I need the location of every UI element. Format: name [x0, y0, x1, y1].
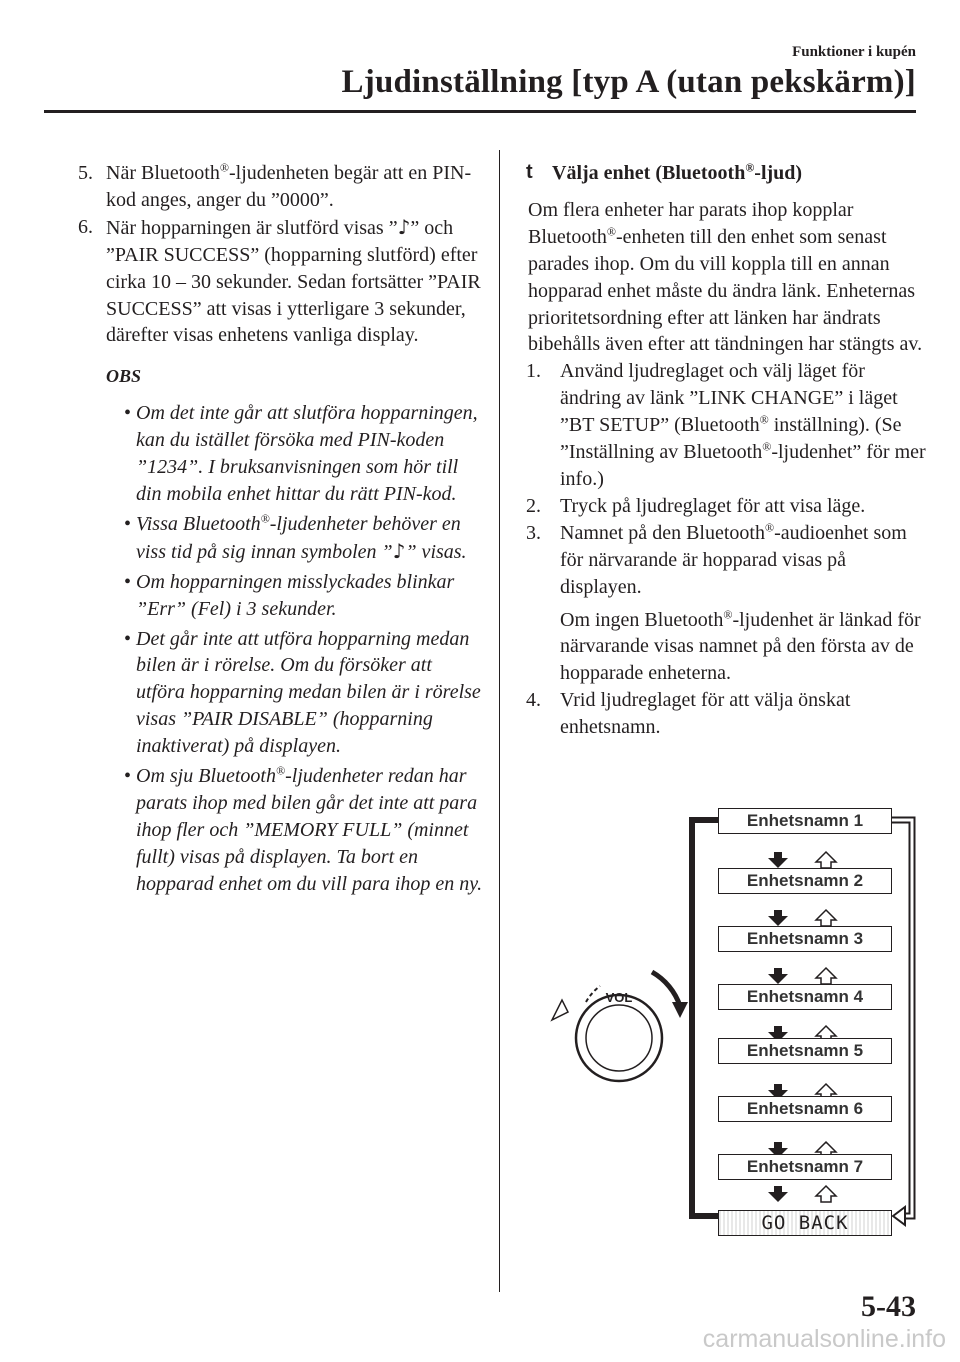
step-number: 6.	[78, 215, 93, 238]
step-2	[526, 493, 926, 520]
step-text: -audioenhet som för närvarande är hopparad visas på displayen.	[560, 521, 907, 598]
volume-knob-inner	[586, 1005, 652, 1071]
registered-mark: ®	[219, 160, 229, 175]
note-heading: OBS	[106, 366, 142, 387]
intro-paragraph	[526, 197, 926, 358]
down-arrow-icon	[768, 852, 788, 868]
down-arrow-icon	[768, 910, 788, 926]
intro-text: -enheten till den enhet som senast parades ihop. Om du vill koppla till en annan hopparad enhet måste du ändra länk. Enheternas prioritetsordning efter att länken har ändrats bibehålls även efter att tändningen har stängts av.	[528, 225, 923, 356]
note-text: Om sju Bluetooth	[136, 765, 276, 788]
note-item	[78, 511, 483, 566]
section-label: Funktioner i kupén	[792, 44, 916, 60]
note-text: -ljudenheter redan har parats ihop med bilen går det inte att para ihop fler och ”MEMORY FULL” (minnet fullt) visas på displayen. Ta bort en hopparad enhet om du vill para ihop en ny.	[136, 765, 483, 895]
registered-mark: ®	[762, 439, 772, 454]
vol-label: VOL	[605, 990, 633, 1005]
bullet-dot: •	[124, 765, 132, 788]
page-number: 5-43	[861, 1290, 916, 1323]
step-text: När Bluetooth	[106, 162, 220, 184]
step-text: När hopparningen är slutförd visas ”	[106, 216, 398, 239]
device-name-7: Enhetsnamn 7	[718, 1154, 892, 1180]
note-item	[78, 400, 483, 508]
registered-mark: ®	[764, 520, 775, 535]
return-arrow-icon	[893, 1207, 905, 1225]
column-divider	[499, 150, 500, 1292]
step-number: 1.	[526, 360, 541, 383]
device-name-1: Enhetsnamn 1	[718, 808, 892, 834]
note-item	[78, 763, 483, 898]
device-name-6: Enhetsnamn 6	[718, 1096, 892, 1122]
step-text: -ljudenheten begär att en PIN-kod anges, anger du ”0000”.	[106, 162, 472, 211]
step-4	[526, 687, 926, 741]
page-title: Ljudinställning [typ A (utan pekskärm)]	[341, 64, 916, 100]
device-name-4: Enhetsnamn 4	[718, 984, 892, 1010]
note-text: Det går inte att utföra hopparning medan bilen är i rörelse. Om du försöker att utföra hopparning medan bilen är i rörelse visas ”PAIR DISABLE” (hopparning inaktiverat) på displayen.	[136, 627, 481, 758]
up-arrow-icon	[816, 852, 836, 868]
down-arrow-icon	[768, 1186, 788, 1202]
note-text: ” visas.	[405, 540, 467, 563]
note-text: -ljudenheter behöver en viss tid på sig innan symbolen ”	[136, 512, 461, 563]
note-text: Vissa Bluetooth	[136, 512, 261, 535]
device-cycle-diagram	[540, 806, 940, 1246]
registered-mark: ®	[759, 412, 769, 427]
right-column	[526, 160, 926, 741]
step-number: 3.	[526, 521, 541, 544]
step-3	[526, 520, 926, 687]
up-arrow-icon	[816, 1186, 836, 1202]
header-rule	[44, 110, 916, 113]
intro-text: Om flera enheter har parats ihop kopplar Bluetooth	[528, 198, 854, 248]
step-text: Använd ljudreglaget och välj läget för ändring av länk ”LINK CHANGE” i läget ”BT SETUP” (Bluetooth	[560, 360, 898, 437]
step-number: 5.	[78, 162, 93, 184]
section-heading	[526, 160, 926, 187]
watermark: carmanualsonline.info	[702, 1325, 946, 1353]
registered-mark: ®	[745, 160, 755, 175]
arrow-pair	[768, 1186, 836, 1202]
section-marker: t	[526, 161, 533, 183]
bullet-dot: •	[124, 570, 132, 593]
left-column	[78, 160, 483, 901]
step-text: Om ingen Bluetooth	[560, 608, 724, 631]
forward-bracket	[692, 820, 718, 1216]
heading-text: -ljud)	[754, 162, 803, 184]
heading-text: Välja enhet (Bluetooth	[552, 162, 746, 184]
step-number: 2.	[526, 494, 541, 517]
step-text: Tryck på ljudreglaget för att visa läge.	[560, 494, 866, 517]
device-name-3: Enhetsnamn 3	[718, 926, 892, 952]
rotate-left-icon	[552, 1000, 568, 1020]
bullet-dot: •	[124, 402, 132, 425]
step-1	[526, 358, 926, 493]
device-name-5: Enhetsnamn 5	[718, 1038, 892, 1064]
note-item	[78, 626, 483, 761]
arrow-pair	[768, 852, 836, 868]
up-arrow-icon	[816, 968, 836, 984]
step-6	[78, 214, 483, 350]
bluetooth-audio-icon: ♪	[397, 214, 411, 239]
note-text: Om det inte går att slutföra hopparningen, kan du istället försöka med PIN-koden ”1234”. I bruksanvisningen som hör till din mobila enhet hittar du rätt PIN-kod.	[136, 402, 478, 505]
step-text: Vrid ljudreglaget för att välja önskat enhetsnamn.	[560, 689, 851, 739]
step-3-note	[560, 607, 926, 688]
registered-mark: ®	[723, 606, 733, 621]
registered-mark: ®	[276, 763, 286, 778]
step-arrows	[768, 852, 836, 1202]
note-text: Om hopparningen misslyckades blinkar ”Err” (Fel) i 3 sekunder.	[136, 570, 455, 620]
arrow-pair	[768, 910, 836, 926]
step-5	[78, 160, 483, 214]
step-text: -ljudenhet är länkad för närvarande visas namnet på den första av de hopparade enheterna.	[560, 608, 921, 685]
device-name-2: Enhetsnamn 2	[718, 868, 892, 894]
step-text: inställning). (Se ”Inställning av Bluetooth	[560, 414, 902, 464]
arrow-pair	[768, 968, 836, 984]
bullet-dot: •	[124, 512, 132, 535]
step-text: ” och ”PAIR SUCCESS” (hopparning slutförd) efter cirka 10 – 30 sekunder. Sedan fortsätter ”PAIR SUCCESS” att visas i ytterligare 3 sekunder, därefter visas enhetens vanliga display.	[106, 216, 481, 347]
bluetooth-audio-icon: ♪	[392, 538, 406, 563]
registered-mark: ®	[606, 224, 617, 239]
registered-mark: ®	[260, 511, 270, 526]
note-item	[78, 569, 483, 623]
return-loop-outer	[892, 820, 912, 1216]
down-arrow-icon	[768, 968, 788, 984]
up-arrow-icon	[816, 910, 836, 926]
rotate-right-icon	[672, 1002, 688, 1018]
step-number: 4.	[526, 689, 541, 712]
step-text: -ljudenhet” för mer info.)	[560, 441, 926, 490]
bullet-dot: •	[124, 627, 132, 650]
go-back-display: GO BACK	[718, 1210, 892, 1236]
step-text: Namnet på den Bluetooth	[560, 521, 765, 544]
rotate-right-arc	[652, 972, 680, 1006]
